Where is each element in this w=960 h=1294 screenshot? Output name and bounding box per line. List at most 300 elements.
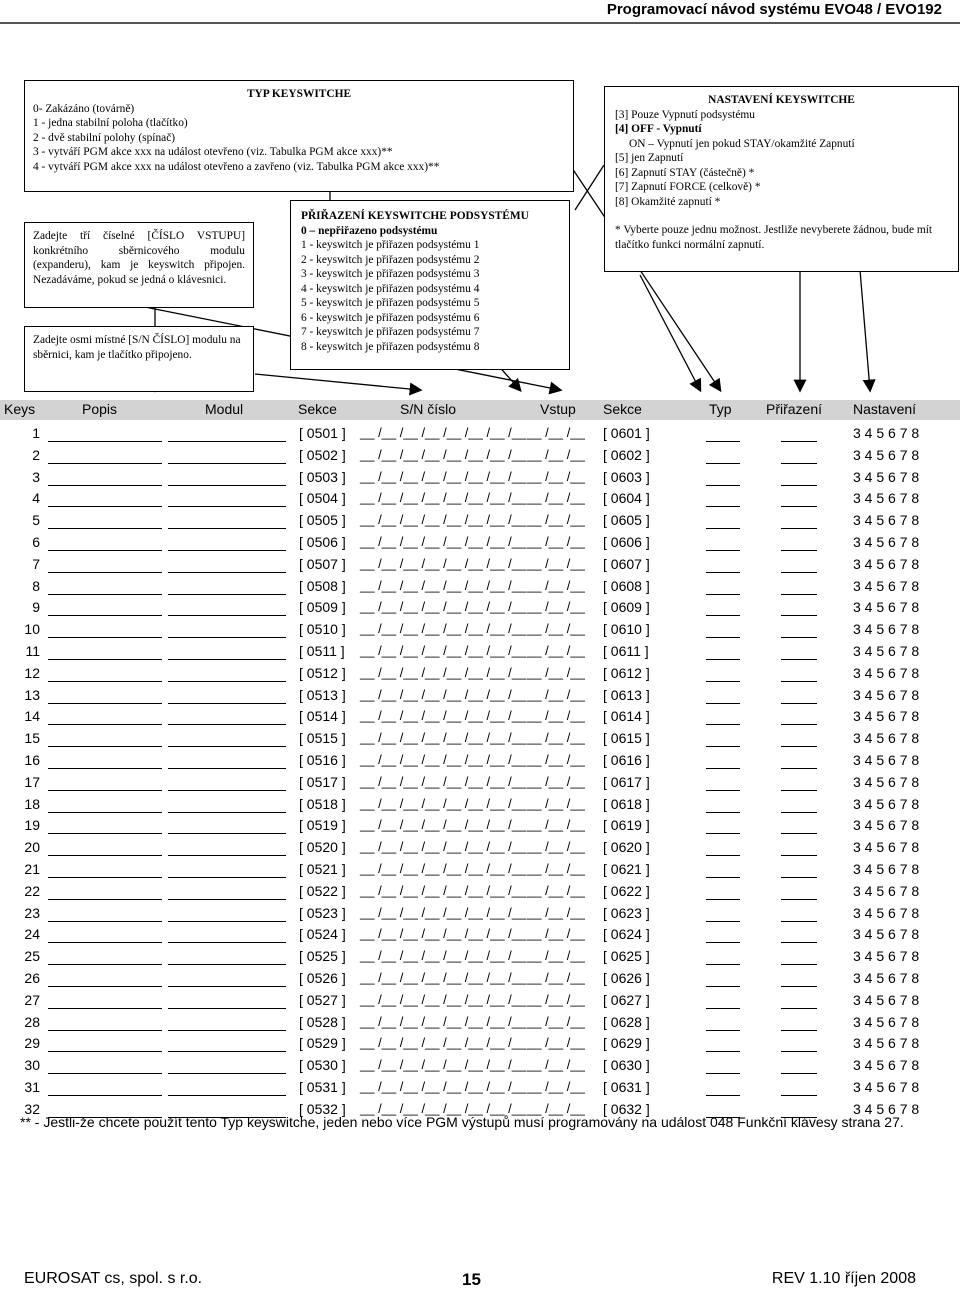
assignment-blank[interactable]	[781, 505, 817, 507]
keyswitch-settings-title: NASTAVENÍ KEYSWITCHE	[708, 94, 855, 106]
key-number: 18	[24, 795, 40, 812]
type-section-address: [ 0619 ]	[603, 817, 650, 834]
serial-blanks[interactable]: __ /__ /__ /__ /__ /__ /__ /__	[360, 577, 527, 593]
description-blank[interactable]	[48, 941, 162, 943]
section-address: [ 0529 ]	[299, 1035, 346, 1052]
serial-blanks[interactable]: __ /__ /__ /__ /__ /__ /__ /__	[360, 904, 527, 920]
settings-options[interactable]: 3 4 5 6 7 8	[853, 904, 920, 921]
assignment-blank[interactable]	[781, 658, 817, 660]
assignment-blank[interactable]	[781, 440, 817, 442]
settings-note: * Vyberte pouze jednu možnost. Jestliže nevyberete žádnou, bude mít tlačítko funkci normální zapnutí.	[615, 224, 933, 251]
serial-blanks[interactable]: __ /__ /__ /__ /__ /__ /__ /__	[360, 512, 527, 528]
input-blanks[interactable]: __ /__ /__	[527, 991, 585, 1007]
module-blank[interactable]	[168, 1029, 286, 1031]
settings-options[interactable]: 3 4 5 6 7 8	[853, 926, 920, 943]
key-number: 21	[24, 861, 40, 877]
type-blank[interactable]	[706, 832, 740, 834]
type-blank[interactable]	[706, 571, 740, 573]
type-line: 1 - jedna stabilní poloha (tlačítko)	[33, 117, 188, 129]
input-blanks[interactable]: __ /__ /__	[527, 599, 585, 615]
input-blanks[interactable]: __ /__ /__	[527, 664, 585, 680]
settings-options[interactable]: 3 4 5 6 7 8	[853, 577, 920, 594]
key-number: 26	[24, 970, 40, 986]
module-blank[interactable]	[168, 462, 286, 464]
serial-blanks[interactable]: __ /__ /__ /__ /__ /__ /__ /__	[360, 1057, 527, 1073]
table-row	[0, 620, 960, 642]
description-blank[interactable]	[48, 985, 162, 987]
table-row	[0, 969, 960, 991]
input-blanks[interactable]: __ /__ /__	[527, 577, 585, 593]
input-blanks[interactable]: __ /__ /__	[527, 730, 585, 746]
section-address: [ 0510 ]	[299, 621, 346, 638]
description-blank[interactable]	[48, 571, 162, 573]
description-blank[interactable]	[48, 549, 162, 551]
description-blank[interactable]	[48, 527, 162, 529]
settings-options[interactable]: 3 4 5 6 7 8	[853, 795, 920, 812]
settings-options[interactable]: 3 4 5 6 7 8	[853, 708, 920, 725]
description-blank[interactable]	[48, 767, 162, 769]
settings-line: ON – Vypnutí jen pokud STAY/okamžité Zapnutí	[629, 137, 855, 150]
serial-blanks[interactable]: __ /__ /__ /__ /__ /__ /__ /__	[360, 926, 527, 942]
settings-options[interactable]: 3 4 5 6 7 8	[853, 730, 920, 747]
serial-blanks[interactable]: __ /__ /__ /__ /__ /__ /__ /__	[360, 1079, 527, 1094]
type-section-address: [ 0615 ]	[603, 730, 650, 747]
input-blanks[interactable]: __ /__ /__	[527, 468, 585, 484]
module-blank[interactable]	[168, 767, 286, 769]
description-blank[interactable]	[48, 505, 162, 507]
document-title: Programovací návod systému EVO48 / EVO192	[606, 1, 942, 18]
input-blanks[interactable]: __ /__ /__	[527, 512, 585, 528]
input-blanks[interactable]: __ /__ /__	[527, 425, 585, 440]
module-blank[interactable]	[168, 1007, 286, 1009]
description-blank[interactable]	[48, 484, 162, 486]
table-row	[0, 424, 960, 446]
assignment-blank[interactable]	[781, 811, 817, 813]
module-blank[interactable]	[168, 658, 286, 660]
description-blank[interactable]	[48, 1029, 162, 1031]
serial-blanks[interactable]: __ /__ /__ /__ /__ /__ /__ /__	[360, 773, 527, 789]
input-blanks[interactable]: __ /__ /__	[527, 686, 585, 702]
type-blank[interactable]	[706, 876, 740, 878]
input-blanks[interactable]: __ /__ /__	[527, 926, 585, 942]
assignment-blank[interactable]	[781, 680, 817, 682]
input-blanks[interactable]: __ /__ /__	[527, 490, 585, 506]
header-section-2: Sekce	[603, 401, 642, 417]
key-number: 25	[24, 948, 40, 965]
type-blank[interactable]	[706, 636, 740, 638]
serial-blanks[interactable]: __ /__ /__ /__ /__ /__ /__ /__	[360, 1035, 527, 1051]
table-row	[0, 664, 960, 686]
serial-blanks[interactable]: __ /__ /__ /__ /__ /__ /__ /__	[360, 839, 527, 855]
type-section-address: [ 0611 ]	[603, 643, 649, 659]
table-row	[0, 991, 960, 1013]
key-number: 31	[24, 1079, 40, 1095]
input-blanks[interactable]: __ /__ /__	[527, 970, 585, 985]
table-row	[0, 533, 960, 555]
module-blank[interactable]	[168, 1072, 286, 1074]
input-blanks[interactable]: __ /__ /__	[527, 1035, 585, 1051]
assign-line: 4 - keyswitch je přiřazen podsystému 4	[301, 282, 480, 295]
serial-blanks[interactable]: __ /__ /__ /__ /__ /__ /__ /__	[360, 795, 527, 811]
assignment-blank[interactable]	[781, 723, 817, 725]
serial-blanks[interactable]: __ /__ /__ /__ /__ /__ /__ /__	[360, 686, 527, 702]
type-blank[interactable]	[706, 1007, 740, 1009]
module-blank[interactable]	[168, 832, 286, 834]
type-blank[interactable]	[706, 898, 740, 900]
type-blank[interactable]	[706, 1050, 740, 1052]
section-address: [ 0501 ]	[299, 425, 346, 441]
settings-options[interactable]: 3 4 5 6 7 8	[853, 512, 920, 529]
key-number: 12	[24, 664, 40, 681]
table-row	[0, 446, 960, 468]
serial-blanks[interactable]: __ /__ /__ /__ /__ /__ /__ /__	[360, 991, 527, 1007]
serial-blanks[interactable]: __ /__ /__ /__ /__ /__ /__ /__	[360, 534, 527, 549]
keyswitch-type-box	[24, 80, 574, 192]
input-number-box	[24, 222, 254, 308]
type-section-address: [ 0630 ]	[603, 1057, 650, 1074]
input-blanks[interactable]: __ /__ /__	[527, 555, 585, 571]
table-row	[0, 577, 960, 599]
section-address: [ 0512 ]	[299, 664, 346, 681]
type-blank[interactable]	[706, 745, 740, 747]
section-address: [ 0509 ]	[299, 599, 346, 616]
input-blanks[interactable]: __ /__ /__	[527, 621, 585, 637]
settings-line: [8] Okamžité zapnutí *	[615, 195, 721, 208]
description-blank[interactable]	[48, 614, 162, 616]
assignment-blank[interactable]	[781, 1029, 817, 1031]
table-row	[0, 816, 960, 838]
type-blank[interactable]	[706, 462, 740, 464]
description-blank[interactable]	[48, 593, 162, 595]
settings-options[interactable]: 3 4 5 6 7 8	[853, 882, 920, 899]
settings-options[interactable]: 3 4 5 6 7 8	[853, 643, 920, 659]
footer-company: EUROSAT cs, spol. s r.o.	[24, 1270, 203, 1287]
description-blank[interactable]	[48, 1007, 162, 1009]
assignment-blank[interactable]	[781, 920, 817, 922]
type-blank[interactable]	[706, 614, 740, 616]
settings-options[interactable]: 3 4 5 6 7 8	[853, 446, 920, 463]
settings-options[interactable]: 3 4 5 6 7 8	[853, 752, 920, 768]
assignment-blank[interactable]	[781, 985, 817, 987]
serial-blanks[interactable]: __ /__ /__ /__ /__ /__ /__ /__	[360, 752, 527, 767]
serial-blanks[interactable]: __ /__ /__ /__ /__ /__ /__ /__	[360, 621, 527, 637]
serial-blanks[interactable]: __ /__ /__ /__ /__ /__ /__ /__	[360, 948, 527, 964]
module-blank[interactable]	[168, 440, 286, 442]
description-blank[interactable]	[48, 920, 162, 922]
table-row	[0, 511, 960, 533]
module-blank[interactable]	[168, 614, 286, 616]
type-blank[interactable]	[706, 985, 740, 987]
serial-blanks[interactable]: __ /__ /__ /__ /__ /__ /__ /__	[360, 446, 527, 462]
settings-options[interactable]: 3 4 5 6 7 8	[853, 534, 920, 550]
module-blank[interactable]	[168, 941, 286, 943]
type-section-address: [ 0617 ]	[603, 773, 650, 790]
assignment-blank[interactable]	[781, 1007, 817, 1009]
description-blank[interactable]	[48, 1050, 162, 1052]
assignment-blank[interactable]	[781, 462, 817, 464]
serial-blanks[interactable]: __ /__ /__ /__ /__ /__ /__ /__	[360, 664, 527, 680]
type-blank[interactable]	[706, 440, 740, 442]
type-blank[interactable]	[706, 811, 740, 813]
module-blank[interactable]	[168, 1050, 286, 1052]
input-blanks[interactable]: __ /__ /__	[527, 534, 585, 549]
description-blank[interactable]	[48, 723, 162, 725]
input-blanks[interactable]: __ /__ /__	[527, 446, 585, 462]
type-blank[interactable]	[706, 549, 740, 551]
settings-options[interactable]: 3 4 5 6 7 8	[853, 817, 920, 834]
settings-options[interactable]: 3 4 5 6 7 8	[853, 861, 920, 877]
key-number: 9	[32, 599, 40, 616]
description-blank[interactable]	[48, 680, 162, 682]
module-blank[interactable]	[168, 745, 286, 747]
assignment-blank[interactable]	[781, 549, 817, 551]
key-number: 23	[24, 904, 40, 921]
table-header	[0, 400, 960, 420]
input-blanks[interactable]: __ /__ /__	[527, 817, 585, 833]
type-section-address: [ 0601 ]	[603, 425, 650, 441]
description-blank[interactable]	[48, 832, 162, 834]
type-section-address: [ 0603 ]	[603, 468, 650, 485]
assignment-blank[interactable]	[781, 1050, 817, 1052]
serial-blanks[interactable]: __ /__ /__ /__ /__ /__ /__ /__	[360, 468, 527, 484]
input-blanks[interactable]: __ /__ /__	[527, 882, 585, 898]
module-blank[interactable]	[168, 854, 286, 856]
module-blank[interactable]	[168, 636, 286, 638]
input-blanks[interactable]: __ /__ /__	[527, 752, 585, 767]
type-section-address: [ 0614 ]	[603, 708, 650, 725]
arrow-settings-link	[575, 165, 604, 210]
description-blank[interactable]	[48, 636, 162, 638]
type-section-address: [ 0606 ]	[603, 534, 650, 550]
input-blanks[interactable]: __ /__ /__	[527, 795, 585, 811]
header-assignment: Přiřazení	[766, 401, 823, 417]
settings-options[interactable]: 3 4 5 6 7 8	[853, 1057, 920, 1074]
serial-blanks[interactable]: __ /__ /__ /__ /__ /__ /__ /__	[360, 555, 527, 571]
key-number: 32	[24, 1100, 40, 1117]
serial-blanks[interactable]: __ /__ /__ /__ /__ /__ /__ /__	[360, 708, 527, 724]
input-blanks[interactable]: __ /__ /__	[527, 839, 585, 855]
type-blank[interactable]	[706, 658, 740, 660]
input-blanks[interactable]: __ /__ /__	[527, 773, 585, 789]
module-blank[interactable]	[168, 549, 286, 551]
type-blank[interactable]	[706, 1029, 740, 1031]
key-number: 6	[32, 534, 40, 550]
description-blank[interactable]	[48, 789, 162, 791]
input-blanks[interactable]: __ /__ /__	[527, 643, 585, 658]
module-blank[interactable]	[168, 505, 286, 507]
type-blank[interactable]	[706, 505, 740, 507]
settings-options[interactable]: 3 4 5 6 7 8	[853, 686, 920, 703]
type-blank[interactable]	[706, 1072, 740, 1074]
input-blanks[interactable]: __ /__ /__	[527, 1057, 585, 1073]
settings-options[interactable]: 3 4 5 6 7 8	[853, 555, 920, 572]
type-blank[interactable]	[706, 593, 740, 595]
module-blank[interactable]	[168, 484, 286, 486]
table-row	[0, 642, 960, 664]
key-number: 14	[24, 708, 40, 725]
serial-blanks[interactable]: __ /__ /__ /__ /__ /__ /__ /__	[360, 861, 527, 876]
input-blanks[interactable]: __ /__ /__	[527, 861, 585, 876]
module-blank[interactable]	[168, 811, 286, 813]
serial-blanks[interactable]: __ /__ /__ /__ /__ /__ /__ /__	[360, 882, 527, 898]
table-row	[0, 925, 960, 947]
settings-options[interactable]: 3 4 5 6 7 8	[853, 991, 920, 1008]
settings-options[interactable]: 3 4 5 6 7 8	[853, 948, 920, 965]
description-blank[interactable]	[48, 854, 162, 856]
section-address: [ 0504 ]	[299, 490, 346, 507]
assignment-blank[interactable]	[781, 484, 817, 486]
settings-options[interactable]: 3 4 5 6 7 8	[853, 970, 920, 986]
type-blank[interactable]	[706, 920, 740, 922]
assignment-blank[interactable]	[781, 702, 817, 704]
settings-options[interactable]: 3 4 5 6 7 8	[853, 621, 920, 638]
assign-line: 2 - keyswitch je přiřazen podsystému 2	[301, 253, 480, 266]
assignment-blank[interactable]	[781, 789, 817, 791]
table-row	[0, 795, 960, 817]
input-blanks[interactable]: __ /__ /__	[527, 1079, 585, 1094]
type-section-address: [ 0602 ]	[603, 446, 650, 463]
module-blank[interactable]	[168, 702, 286, 704]
settings-options[interactable]: 3 4 5 6 7 8	[853, 599, 920, 616]
module-blank[interactable]	[168, 723, 286, 725]
assignment-blank[interactable]	[781, 571, 817, 573]
assignment-blank[interactable]	[781, 527, 817, 529]
description-blank[interactable]	[48, 462, 162, 464]
description-blank[interactable]	[48, 440, 162, 442]
serial-blanks[interactable]: __ /__ /__ /__ /__ /__ /__ /__	[360, 599, 527, 615]
assignment-blank[interactable]	[781, 767, 817, 769]
serial-blanks[interactable]: __ /__ /__ /__ /__ /__ /__ /__	[360, 425, 527, 440]
assignment-blank[interactable]	[781, 854, 817, 856]
description-blank[interactable]	[48, 898, 162, 900]
assignment-blank[interactable]	[781, 745, 817, 747]
header-input: Vstup	[540, 401, 576, 417]
description-blank[interactable]	[48, 876, 162, 878]
table-row	[0, 686, 960, 708]
description-blank[interactable]	[48, 1094, 162, 1096]
type-line: 2 - dvě stabilní polohy (spínač)	[33, 131, 176, 144]
assignment-blank[interactable]	[781, 832, 817, 834]
assignment-blank[interactable]	[781, 1094, 817, 1096]
assignment-blank[interactable]	[781, 898, 817, 900]
input-blanks[interactable]: __ /__ /__	[527, 948, 585, 964]
key-number: 7	[32, 555, 40, 572]
type-blank[interactable]	[706, 789, 740, 791]
serial-blanks[interactable]: __ /__ /__ /__ /__ /__ /__ /__	[360, 1100, 527, 1116]
serial-blanks[interactable]: __ /__ /__ /__ /__ /__ /__ /__	[360, 970, 527, 985]
assignment-blank[interactable]	[781, 963, 817, 965]
settings-line: [6] Zapnutí STAY (částečně) *	[615, 166, 755, 179]
assignment-blank[interactable]	[781, 876, 817, 878]
module-blank[interactable]	[168, 876, 286, 878]
module-blank[interactable]	[168, 1094, 286, 1096]
description-blank[interactable]	[48, 811, 162, 813]
serial-blanks[interactable]: __ /__ /__ /__ /__ /__ /__ /__	[360, 1013, 527, 1029]
type-blank[interactable]	[706, 1094, 740, 1096]
module-blank[interactable]	[168, 680, 286, 682]
settings-options[interactable]: 3 4 5 6 7 8	[853, 468, 920, 485]
module-blank[interactable]	[168, 898, 286, 900]
key-number: 28	[24, 1013, 40, 1030]
section-address: [ 0518 ]	[299, 795, 346, 812]
table-row	[0, 598, 960, 620]
settings-options[interactable]: 3 4 5 6 7 8	[853, 1079, 920, 1095]
settings-options[interactable]: 3 4 5 6 7 8	[853, 1035, 920, 1052]
module-blank[interactable]	[168, 985, 286, 987]
serial-blanks[interactable]: __ /__ /__ /__ /__ /__ /__ /__	[360, 817, 527, 833]
type-blank[interactable]	[706, 723, 740, 725]
description-blank[interactable]	[48, 658, 162, 660]
module-blank[interactable]	[168, 920, 286, 922]
key-number: 8	[32, 577, 40, 594]
type-section-address: [ 0620 ]	[603, 839, 650, 856]
serial-blanks[interactable]: __ /__ /__ /__ /__ /__ /__ /__	[360, 490, 527, 506]
serial-blanks[interactable]: __ /__ /__ /__ /__ /__ /__ /__	[360, 643, 527, 658]
type-blank[interactable]	[706, 702, 740, 704]
key-number: 11	[25, 643, 40, 659]
module-blank[interactable]	[168, 789, 286, 791]
key-number: 13	[24, 686, 40, 703]
settings-options[interactable]: 3 4 5 6 7 8	[853, 1013, 920, 1030]
serial-blanks[interactable]: __ /__ /__ /__ /__ /__ /__ /__	[360, 730, 527, 746]
settings-options[interactable]: 3 4 5 6 7 8	[853, 773, 920, 790]
assignment-blank[interactable]	[781, 636, 817, 638]
type-blank[interactable]	[706, 680, 740, 682]
module-blank[interactable]	[168, 593, 286, 595]
table-row	[0, 729, 960, 751]
type-blank[interactable]	[706, 963, 740, 965]
description-blank[interactable]	[48, 963, 162, 965]
settings-options[interactable]: 3 4 5 6 7 8	[853, 490, 920, 507]
module-blank[interactable]	[168, 527, 286, 529]
description-blank[interactable]	[48, 1072, 162, 1074]
input-blanks[interactable]: __ /__ /__	[527, 1013, 585, 1029]
header-section-1: Sekce	[298, 401, 337, 417]
description-blank[interactable]	[48, 702, 162, 704]
module-blank[interactable]	[168, 963, 286, 965]
settings-options[interactable]: 3 4 5 6 7 8	[853, 425, 920, 441]
description-blank[interactable]	[48, 745, 162, 747]
assignment-blank[interactable]	[781, 593, 817, 595]
assignment-blank[interactable]	[781, 614, 817, 616]
assign-line: 7 - keyswitch je přiřazen podsystému 7	[301, 326, 480, 338]
type-blank[interactable]	[706, 854, 740, 856]
table-row	[0, 838, 960, 860]
module-blank[interactable]	[168, 571, 286, 573]
type-blank[interactable]	[706, 484, 740, 486]
input-blanks[interactable]: __ /__ /__	[527, 708, 585, 724]
type-blank[interactable]	[706, 941, 740, 943]
section-address: [ 0516 ]	[299, 752, 346, 768]
settings-options[interactable]: 3 4 5 6 7 8	[853, 1100, 920, 1117]
section-address: [ 0523 ]	[299, 904, 346, 921]
settings-options[interactable]: 3 4 5 6 7 8	[853, 664, 920, 681]
assignment-blank[interactable]	[781, 1072, 817, 1074]
section-address: [ 0524 ]	[299, 926, 346, 943]
input-blanks[interactable]: __ /__ /__	[527, 1100, 585, 1116]
type-blank[interactable]	[706, 527, 740, 529]
settings-options[interactable]: 3 4 5 6 7 8	[853, 839, 920, 856]
key-number: 1	[32, 425, 40, 441]
assignment-blank[interactable]	[781, 941, 817, 943]
header-type: Typ	[709, 401, 732, 417]
key-number: 17	[24, 773, 40, 790]
type-section-address: [ 0610 ]	[603, 621, 650, 638]
type-blank[interactable]	[706, 767, 740, 769]
table-row	[0, 1013, 960, 1035]
assign-line: 8 - keyswitch je přiřazen podsystému 8	[301, 340, 480, 353]
input-blanks[interactable]: __ /__ /__	[527, 904, 585, 920]
